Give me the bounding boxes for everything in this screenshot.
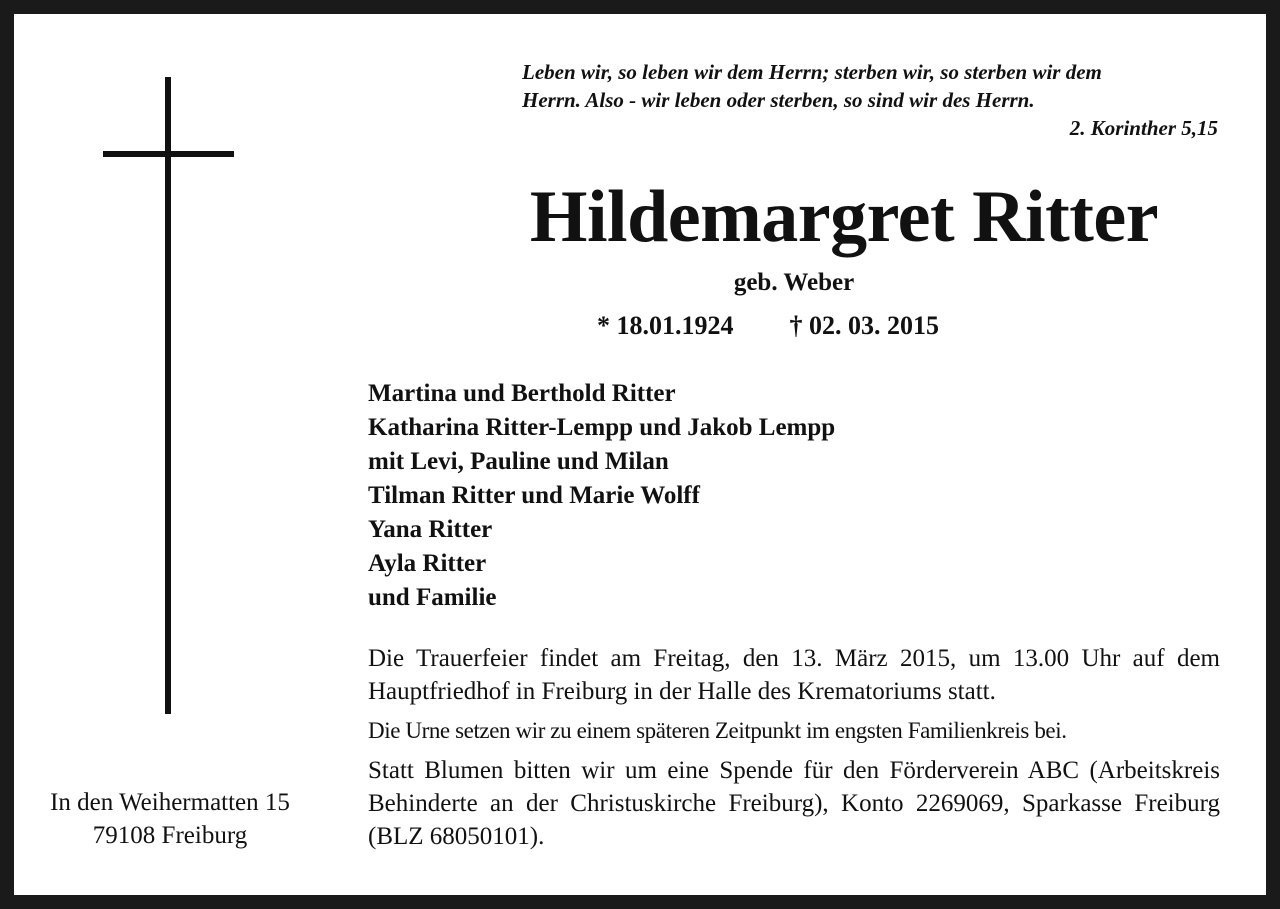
birth-date: * 18.01.1924 xyxy=(597,311,734,340)
mourner-line: Tilman Ritter und Marie Wolff xyxy=(368,482,700,509)
mourner-line: Ayla Ritter xyxy=(368,550,487,577)
mourner-line: Yana Ritter xyxy=(368,516,493,543)
verse-source: 2. Korinther 5,15 xyxy=(1069,116,1218,140)
death-date: † 02. 03. 2015 xyxy=(789,311,939,340)
mourner-line: Martina und Berthold Ritter xyxy=(368,380,676,407)
bible-verse xyxy=(522,58,1224,142)
cross-horizontal-bar xyxy=(103,151,234,157)
urn-notice: Die Urne setzen wir zu einem späteren Zeitpunkt im engsten Familienkreis bei. xyxy=(368,718,1067,743)
funeral-notice: Die Trauerfeier findet am Freitag, den 13. März 2015, um 13.00 Uhr auf dem Hauptfriedhof in Freiburg in der Halle des Krematoriums statt. xyxy=(368,645,1220,705)
donation-notice: Statt Blumen bitten wir um eine Spende für den Förderverein ABC (Arbeitskreis Behinderte an der Christuskirche Freiburg), Konto 2269069, Sparkasse Freiburg (BLZ 68050101). xyxy=(368,757,1220,850)
address-street: In den Weihermatten 15 xyxy=(50,789,290,816)
mourner-line: und Familie xyxy=(368,584,497,611)
deceased-name: Hildemargret Ritter xyxy=(529,176,1159,258)
maiden-name: geb. Weber xyxy=(733,269,855,296)
address-city: 79108 Freiburg xyxy=(92,822,248,849)
mourner-line: Katharina Ritter-Lempp und Jakob Lempp xyxy=(368,414,836,441)
life-dates xyxy=(597,310,939,342)
verse-line-1: Leben wir, so leben wir dem Herrn; sterben wir, so sterben wir dem xyxy=(522,60,1102,84)
verse-line-2: Herrn. Also - wir leben oder sterben, so sind wir des Herrn. xyxy=(522,88,1035,112)
mourner-line: mit Levi, Pauline und Milan xyxy=(368,448,669,475)
cross-vertical-bar xyxy=(165,77,171,714)
mourners-list xyxy=(368,377,835,615)
family-address xyxy=(14,786,326,852)
obituary-notice xyxy=(14,14,1266,895)
